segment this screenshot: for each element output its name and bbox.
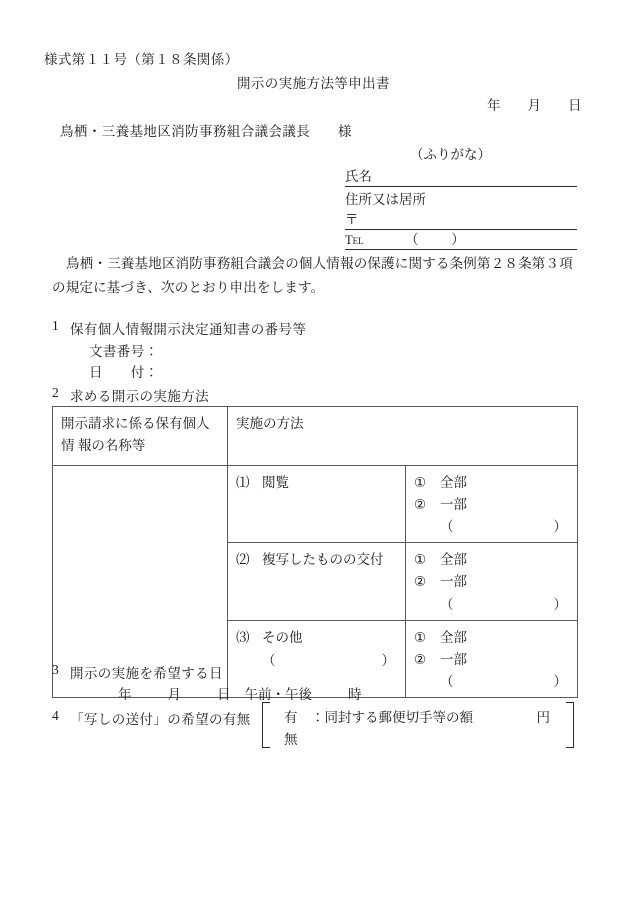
method-number: ⑵ [236,552,250,568]
section-1-label: 保有個人情報開示決定通知書の番号等 [70,322,307,337]
body-paragraph: 鳥栖・三養基地区消防事務組合議会の個人情報の保護に関する条例第２８条第３項の規定に基づき、次のとおり申出をします。 [52,256,573,295]
option-mark-full: ① [414,552,427,568]
partial-detail-entry[interactable] [414,594,569,613]
form-number: 様式第１１号（第１８条関係） [44,52,239,67]
option-label-full: 全部 [440,474,467,490]
table-header-row [53,407,578,466]
method-label: その他 [262,629,303,645]
paren-close: ） [553,596,567,612]
option-label-partial: 一部 [440,496,467,512]
section-4-label: 「写しの送付」の希望の有無 [70,712,251,727]
year-label: 年 [118,687,132,702]
postal-code-field-row[interactable] [345,208,577,230]
telephone-label: Tel [345,233,364,247]
option-mark-partial: ② [414,651,427,667]
telephone-paren-close: ） [451,232,465,247]
scope-option-cell [406,465,578,543]
name-field-row[interactable] [345,165,577,187]
hour-label: 時 [348,687,362,702]
addressee: 鳥栖・三養基地区消防事務組合議会議長 様 [60,124,352,139]
method-number: ⑴ [236,474,250,490]
scope-option-partial[interactable] [414,649,569,671]
section-2-label: 求める開示の実施方法 [70,389,209,404]
section-2-number: 2 [52,385,59,400]
scope-option-full[interactable] [414,472,569,494]
option-label-full: 全部 [440,629,467,645]
section-3-number: 3 [52,662,59,677]
paren-close: ） [381,652,395,668]
copy-delivery-option-no[interactable]: 無 [284,732,298,747]
method-label: 複写したものの交付 [262,552,384,568]
disclosure-methods-table [52,406,578,698]
scope-option-partial[interactable] [414,571,569,593]
scope-option-full[interactable] [414,627,569,649]
option-mark-partial: ② [414,496,427,512]
method-cell [228,465,406,543]
name-label: 氏名 [345,169,372,184]
copy-delivery-option-group [262,702,574,748]
day-label: 日 [217,687,231,702]
scope-option-partial[interactable] [414,494,569,516]
telephone-paren-open: （ [405,232,419,247]
method-label: 閲覧 [262,474,289,490]
document-number-label[interactable]: 文書番号： [89,344,159,359]
paren-open: （ [262,652,276,668]
partial-detail-entry[interactable] [414,516,569,535]
partial-detail-entry[interactable] [414,671,569,690]
decision-date-label[interactable]: 日 付： [89,365,159,380]
yen-unit-label: 円 [536,710,550,725]
option-mark-partial: ② [414,574,427,590]
option-label-partial: 一部 [440,574,467,590]
header-cell-method: 実施の方法 [228,407,578,466]
copy-delivery-option-yes[interactable]: 有 ：同封する郵便切手等の額 [284,710,473,725]
paren-open: （ [440,596,454,612]
address-label-row [345,188,577,208]
paren-close: ） [553,674,567,690]
section-4-number: 4 [52,708,59,723]
scope-option-cell [406,620,578,698]
option-mark-full: ① [414,629,427,645]
table-row [53,465,578,543]
furigana-label: （ふりがな） [410,147,491,162]
other-method-entry[interactable] [236,650,397,669]
page-title: 開示の実施方法等申出書 [237,76,390,91]
section-1-number: 1 [52,318,59,333]
scope-option-cell [406,543,578,621]
paren-open: （ [440,519,454,535]
paren-close: ） [553,519,567,535]
option-label-full: 全部 [440,552,467,568]
header-cell-information-name: 開示請求に係る保有個人情 報の名称等 [53,407,228,466]
option-label-partial: 一部 [440,651,467,667]
telephone-field-row[interactable] [345,228,577,250]
submission-date-line: 年 月 日 [487,98,582,113]
paren-open: （ [440,674,454,690]
option-mark-full: ① [414,474,427,490]
month-label: 月 [167,687,181,702]
preferred-date-line[interactable] [118,683,362,703]
section-3-label: 開示の実施を希望する日 [70,666,223,681]
address-label: 住所又は居所 [345,192,426,207]
method-number: ⑶ [236,629,250,645]
postal-code-label: 〒 [345,212,359,227]
method-cell [228,543,406,621]
scope-option-full[interactable] [414,549,569,571]
ampm-label[interactable]: 午前・午後 [244,687,312,702]
